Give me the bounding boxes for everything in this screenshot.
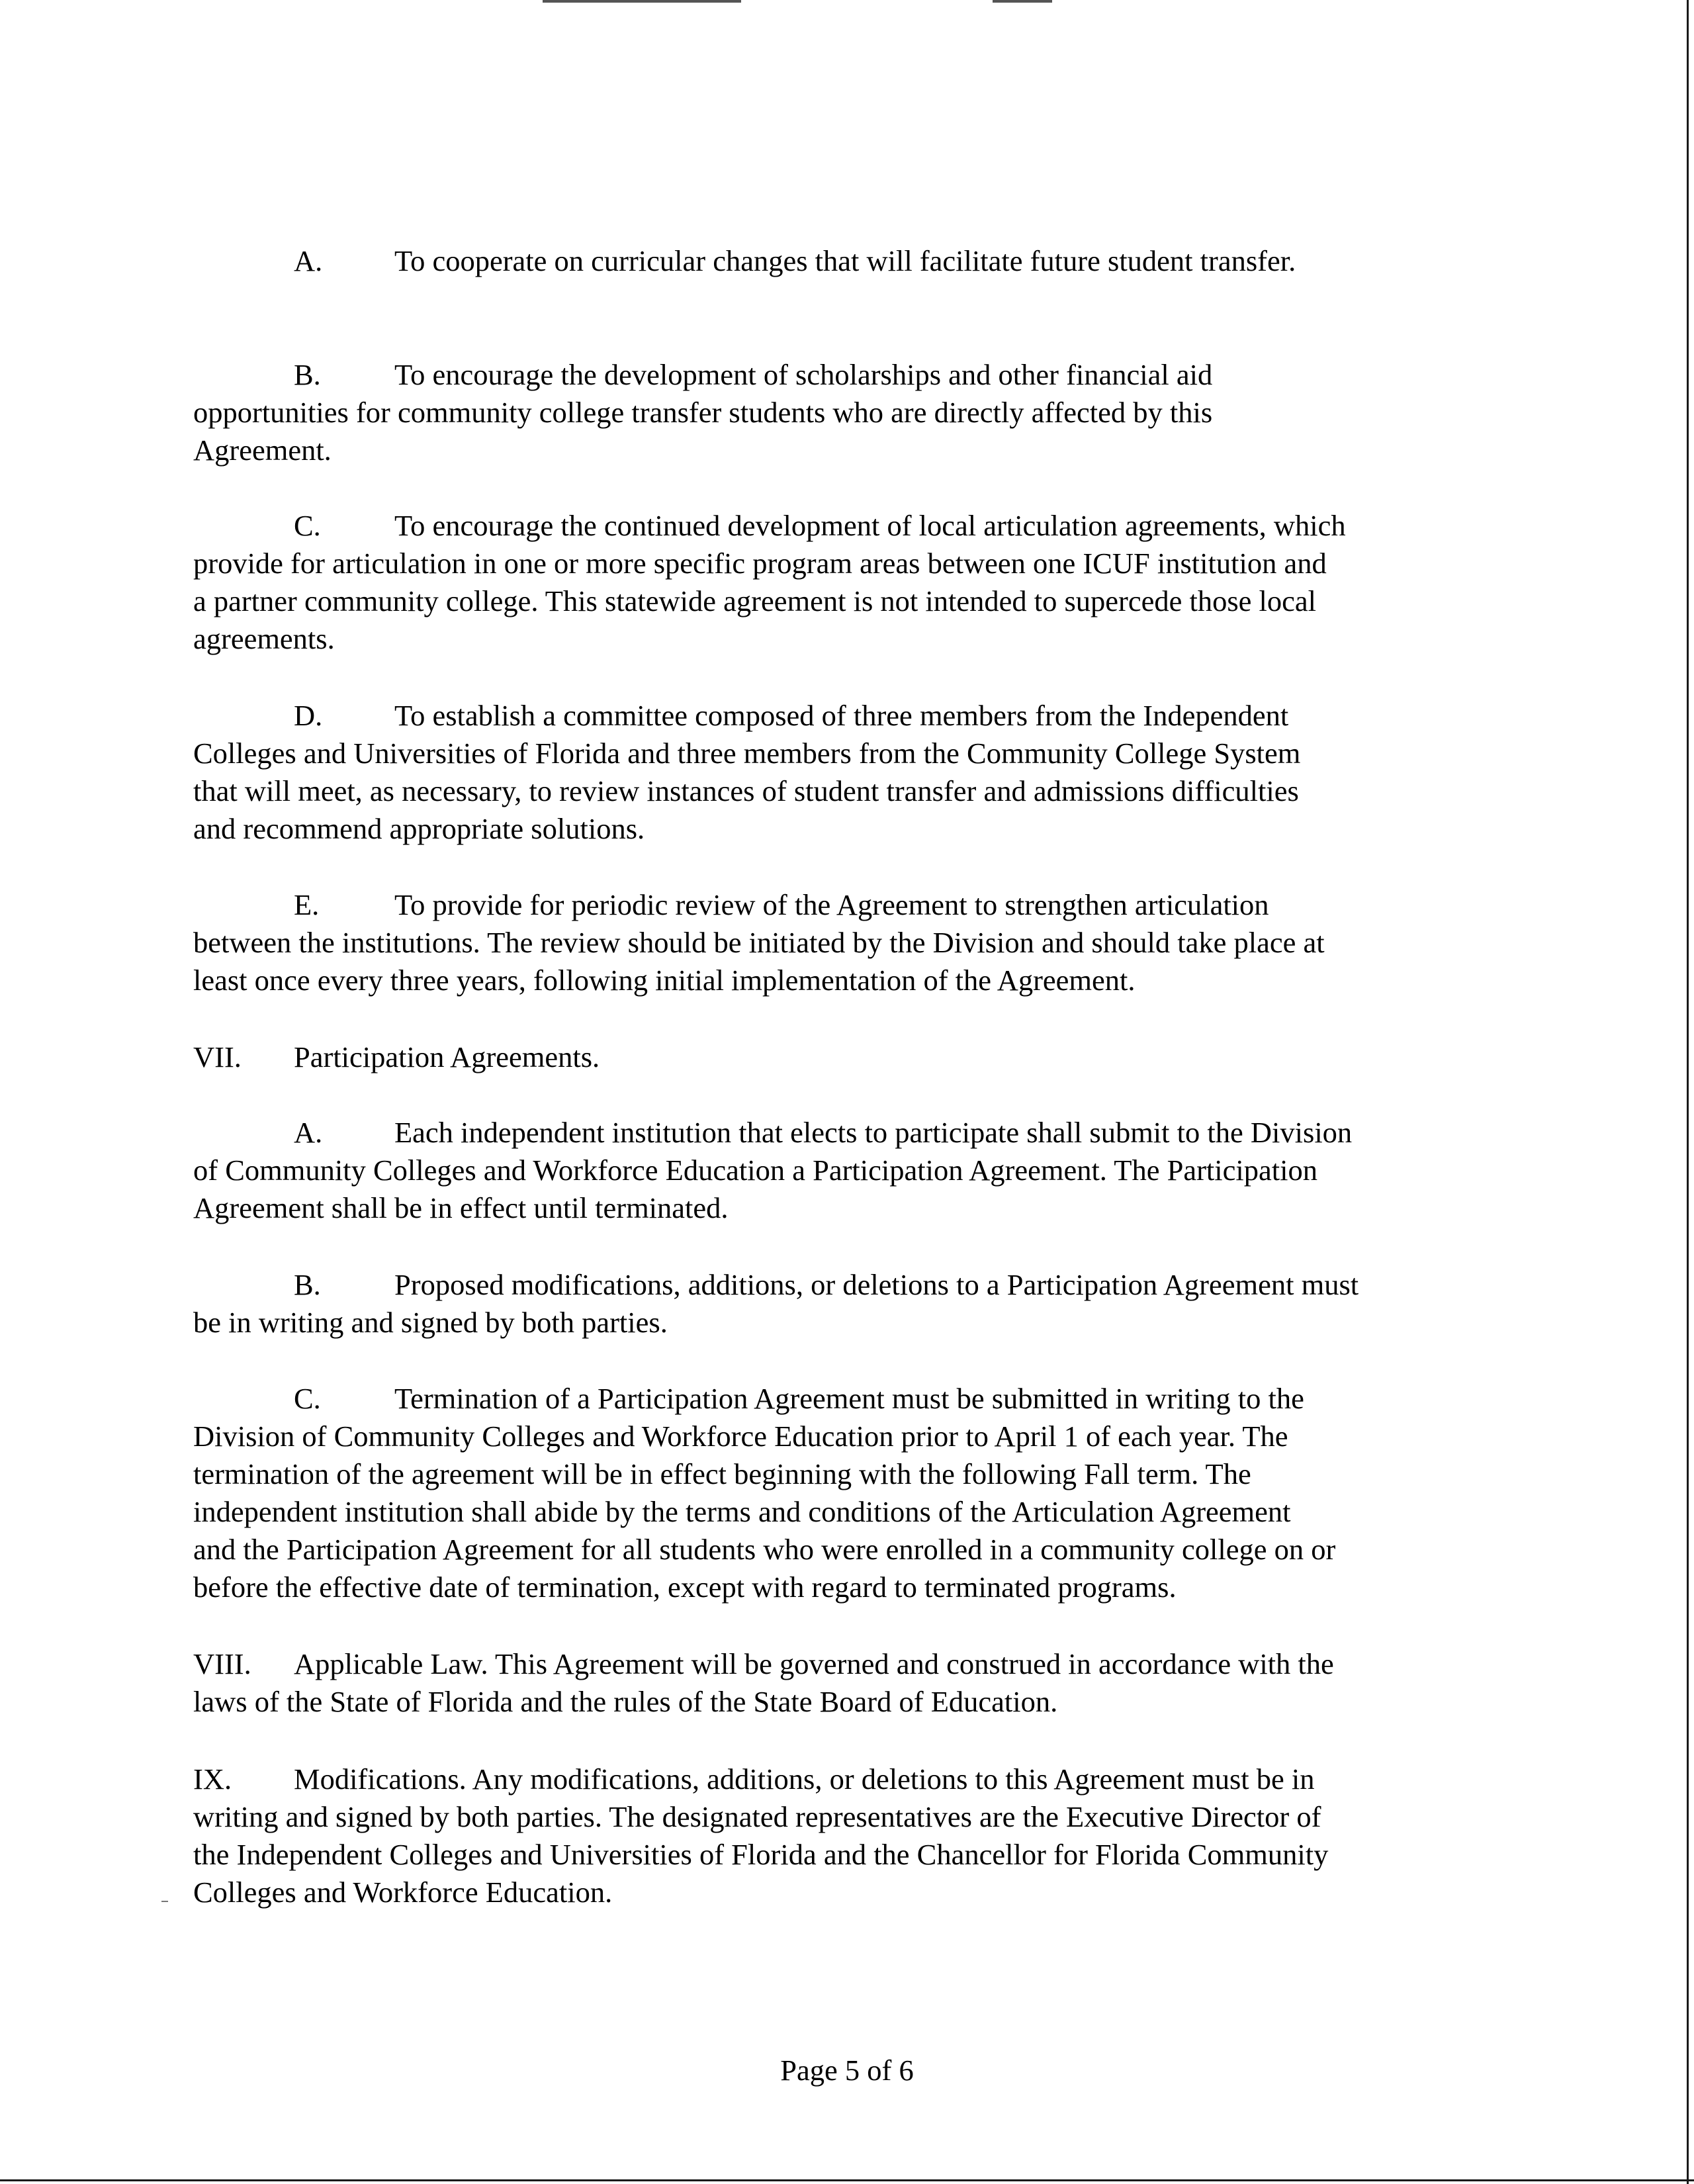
scan-edge-bottom [0, 2179, 1694, 2181]
section-marker: A. [294, 1116, 323, 1149]
section-ix-modifications [193, 1760, 1490, 1911]
section-line: of Community Colleges and Workforce Education a Participation Agreement. The Participation [193, 1154, 1317, 1187]
section-line [193, 507, 1490, 545]
section-marker: D. [294, 699, 323, 732]
section-c-local-articulation [193, 507, 1490, 658]
section-line: least once every three years, following initial implementation of the Agreement. [193, 964, 1136, 997]
section-line [193, 1645, 1490, 1683]
section-line: Division of Community Colleges and Workforce Education prior to April 1 of each year. The [193, 1420, 1288, 1453]
section-vii-participation-agreements [193, 1038, 1490, 1076]
section-text: Proposed modifications, additions, or deletions to a Participation Agreement must [394, 1268, 1359, 1301]
section-line: writing and signed by both parties. The designated representatives are the Executive Director of [193, 1800, 1321, 1833]
section-line [193, 1760, 1490, 1798]
section-line: laws of the State of Florida and the rules of the State Board of Education. [193, 1685, 1058, 1718]
section-line [193, 1114, 1490, 1152]
section-line: and the Participation Agreement for all students who were enrolled in a community college on or [193, 1533, 1336, 1566]
section-line: Agreement shall be in effect until terminated. [193, 1191, 729, 1224]
section-marker: IX. [193, 1762, 232, 1796]
scan-edge-right [1687, 0, 1689, 2184]
section-text: To establish a committee composed of three members from the Independent [394, 699, 1289, 732]
section-line: before the effective date of termination, except with regard to terminated programs. [193, 1570, 1177, 1604]
section-line: between the institutions. The review should be initiated by the Division and should take place at [193, 926, 1325, 959]
section-line: independent institution shall abide by the terms and conditions of the Articulation Agreement [193, 1495, 1291, 1528]
section-heading [193, 1038, 1490, 1076]
section-b-encourage-scholarships [193, 356, 1490, 469]
section-marker: C. [294, 509, 321, 542]
section-vii-a-submit [193, 1114, 1490, 1227]
section-line [193, 697, 1490, 735]
section-line: be in writing and signed by both parties. [193, 1306, 668, 1339]
section-line: Colleges and Workforce Education. [193, 1876, 613, 1909]
section-a-cooperate [193, 242, 1490, 280]
section-line: the Independent Colleges and Universities of Florida and the Chancellor for Florida Community [193, 1838, 1329, 1871]
section-text: Each independent institution that elects to participate shall submit to the Division [394, 1116, 1353, 1149]
section-marker: C. [294, 1382, 321, 1415]
section-e-periodic-review [193, 886, 1490, 999]
section-viii-applicable-law [193, 1645, 1490, 1721]
section-line: provide for articulation in one or more specific program areas between one ICUF institution and [193, 547, 1327, 580]
section-marker: VII. [193, 1040, 242, 1073]
section-marker: B. [294, 358, 321, 391]
section-text: To encourage the development of scholarships and other financial aid [394, 358, 1213, 391]
section-line: opportunities for community college transfer students who are directly affected by this [193, 396, 1213, 429]
section-line [193, 886, 1490, 924]
section-line: termination of the agreement will be in effect beginning with the following Fall term. The [193, 1457, 1251, 1490]
section-line: Colleges and Universities of Florida and three members from the Community College System [193, 737, 1301, 770]
section-vii-c-termination [193, 1380, 1490, 1606]
section-vii-b-modifications [193, 1266, 1490, 1342]
section-line [193, 1266, 1490, 1304]
section-line: that will meet, as necessary, to review instances of student transfer and admissions difficulties [193, 774, 1299, 807]
section-text: Participation Agreements. [294, 1040, 600, 1073]
section-line [193, 1380, 1490, 1418]
section-marker: B. [294, 1268, 321, 1301]
section-line: agreements. [193, 622, 335, 655]
section-line [193, 356, 1490, 394]
page-number: Page 5 of 6 [780, 2054, 914, 2087]
section-line: Agreement. [193, 433, 332, 467]
section-text: To encourage the continued development of local articulation agreements, which [394, 509, 1346, 542]
section-line [193, 242, 1490, 280]
section-text: Modifications. Any modifications, additions, or deletions to this Agreement must be in [294, 1762, 1315, 1796]
scan-artifact-top [516, 0, 1085, 4]
section-marker: VIII. [193, 1647, 251, 1680]
margin-mark [161, 1901, 168, 1902]
section-text: Termination of a Participation Agreement must be submitted in writing to the [394, 1382, 1304, 1415]
section-text: To cooperate on curricular changes that will facilitate future student transfer. [394, 244, 1296, 277]
section-text: Applicable Law. This Agreement will be governed and construed in accordance with the [294, 1647, 1334, 1680]
section-text: To provide for periodic review of the Agreement to strengthen articulation [394, 888, 1269, 921]
section-d-committee [193, 697, 1490, 848]
section-marker: A. [294, 244, 323, 277]
section-line: and recommend appropriate solutions. [193, 812, 645, 845]
section-marker: E. [294, 888, 320, 921]
section-line: a partner community college. This statewide agreement is not intended to supercede those local [193, 584, 1317, 617]
